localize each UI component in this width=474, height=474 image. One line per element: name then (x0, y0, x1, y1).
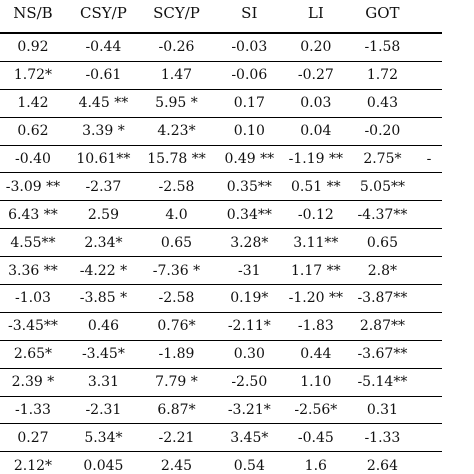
column-header-li-col: LI (283, 0, 349, 33)
table-cell-scy-p-col: 4.23* (137, 117, 216, 145)
table-cell-si-col: 0.49 ** (216, 145, 283, 173)
table-cell-scy-p-col: 1.47 (137, 61, 216, 89)
table-cell-si-col: -3.21* (216, 396, 283, 424)
table-cell-got-col: 2.87** (349, 312, 416, 340)
table-cell-right-edge-col (416, 173, 442, 201)
table-cell-right-edge-col (416, 33, 442, 61)
table-cell-ns-b-col: -3.45** (0, 312, 70, 340)
table-cell-ns-b-col: 1.42 (0, 89, 70, 117)
table-cell-right-edge-col (416, 257, 442, 285)
table-cell-si-col: 0.30 (216, 340, 283, 368)
column-header-scy-p-col: SCY/P (137, 0, 216, 33)
table-cell-csy-p-col: -2.37 (70, 173, 137, 201)
table-header (0, 0, 442, 33)
table-cell-ns-b-col: -3.09 ** (0, 173, 70, 201)
table-cell-right-edge-col (416, 452, 442, 474)
table-cell-got-col: 2.64 (349, 452, 416, 474)
table-cell-csy-p-col: -3.85 * (70, 285, 137, 313)
table-row (0, 173, 442, 201)
table-cell-right-edge-col (416, 117, 442, 145)
table-cell-csy-p-col: -2.31 (70, 396, 137, 424)
table-cell-li-col: 3.11** (283, 229, 349, 257)
table-row (0, 257, 442, 285)
table-cell-csy-p-col: 0.46 (70, 312, 137, 340)
table-cell-got-col: 0.65 (349, 229, 416, 257)
table-cell-scy-p-col: 0.65 (137, 229, 216, 257)
table-cell-si-col: 0.35** (216, 173, 283, 201)
table-cell-scy-p-col: 7.79 * (137, 368, 216, 396)
table-cell-got-col: -0.20 (349, 117, 416, 145)
table-cell-si-col: 3.45* (216, 424, 283, 452)
table-row (0, 424, 442, 452)
table-cell-ns-b-col: 4.55** (0, 229, 70, 257)
table-cell-got-col: -3.87** (349, 285, 416, 313)
table-cell-csy-p-col: 2.34* (70, 229, 137, 257)
table-cell-csy-p-col: 10.61** (70, 145, 137, 173)
column-header-got-col: GOT (349, 0, 416, 33)
table-cell-ns-b-col: 6.43 ** (0, 201, 70, 229)
table-cell-scy-p-col: 5.95 * (137, 89, 216, 117)
table-cell-li-col: -2.56* (283, 396, 349, 424)
table-cell-ns-b-col: -1.03 (0, 285, 70, 313)
table-cell-got-col: 5.05** (349, 173, 416, 201)
table-cell-scy-p-col: -2.58 (137, 285, 216, 313)
table-body (0, 33, 442, 474)
table-cell-scy-p-col: 2.45 (137, 452, 216, 474)
table-cell-si-col: 0.19* (216, 285, 283, 313)
table-cell-csy-p-col: 0.045 (70, 452, 137, 474)
table-row (0, 368, 442, 396)
table-cell-right-edge-col (416, 368, 442, 396)
table-cell-si-col: 0.54 (216, 452, 283, 474)
table-row (0, 89, 442, 117)
table-cell-right-edge-col (416, 396, 442, 424)
table-row (0, 312, 442, 340)
table-cell-scy-p-col: 4.0 (137, 201, 216, 229)
table-cell-ns-b-col: 2.65* (0, 340, 70, 368)
table-cell-csy-p-col: 4.45 ** (70, 89, 137, 117)
table-row (0, 396, 442, 424)
table-cell-got-col: 0.31 (349, 396, 416, 424)
table-cell-got-col: -3.67** (349, 340, 416, 368)
column-header-csy-p-col: CSY/P (70, 0, 137, 33)
table-cell-right-edge-col (416, 61, 442, 89)
table-cell-ns-b-col: 0.62 (0, 117, 70, 145)
table-cell-ns-b-col: -0.40 (0, 145, 70, 173)
table-cell-got-col: 1.72 (349, 61, 416, 89)
column-header-si-col: SI (216, 0, 283, 33)
table-cell-scy-p-col: 15.78 ** (137, 145, 216, 173)
table-cell-li-col: 1.10 (283, 368, 349, 396)
table-row (0, 145, 442, 173)
table-cell-li-col: 1.6 (283, 452, 349, 474)
table-cell-got-col: -4.37** (349, 201, 416, 229)
table-cell-si-col: 3.28* (216, 229, 283, 257)
table-cell-right-edge-col (416, 340, 442, 368)
table-cell-ns-b-col: -1.33 (0, 396, 70, 424)
table-cell-li-col: -1.20 ** (283, 285, 349, 313)
table-cell-li-col: -0.27 (283, 61, 349, 89)
table-cell-right-edge-col (416, 229, 442, 257)
column-header-right-edge-col (416, 0, 442, 33)
table-cell-si-col: -31 (216, 257, 283, 285)
table-cell-li-col: -0.12 (283, 201, 349, 229)
table-cell-right-edge-col: - (416, 145, 442, 173)
table-cell-si-col: 0.10 (216, 117, 283, 145)
table-cell-ns-b-col: 2.12* (0, 452, 70, 474)
table-cell-li-col: 0.20 (283, 33, 349, 61)
table-cell-ns-b-col: 0.92 (0, 33, 70, 61)
table-cell-right-edge-col (416, 424, 442, 452)
table-row (0, 229, 442, 257)
table-cell-scy-p-col: -1.89 (137, 340, 216, 368)
table-cell-csy-p-col: 2.59 (70, 201, 137, 229)
table-cell-li-col: 1.17 ** (283, 257, 349, 285)
table-cell-csy-p-col: -0.44 (70, 33, 137, 61)
table-cell-si-col: -2.11* (216, 312, 283, 340)
table-row (0, 61, 442, 89)
table-cell-got-col: -1.33 (349, 424, 416, 452)
table-cell-scy-p-col: -0.26 (137, 33, 216, 61)
table-cell-li-col: -1.83 (283, 312, 349, 340)
table-cell-li-col: -1.19 ** (283, 145, 349, 173)
table-cell-csy-p-col: -4.22 * (70, 257, 137, 285)
table-cell-li-col: 0.03 (283, 89, 349, 117)
table-cell-got-col: 0.43 (349, 89, 416, 117)
table-cell-ns-b-col: 2.39 * (0, 368, 70, 396)
table-cell-right-edge-col (416, 89, 442, 117)
table-cell-csy-p-col: 5.34* (70, 424, 137, 452)
table-row (0, 452, 442, 474)
table-cell-li-col: 0.51 ** (283, 173, 349, 201)
table-cell-li-col: 0.04 (283, 117, 349, 145)
table-cell-li-col: 0.44 (283, 340, 349, 368)
table-cell-scy-p-col: 0.76* (137, 312, 216, 340)
table-cell-right-edge-col (416, 312, 442, 340)
table-cell-csy-p-col: -3.45* (70, 340, 137, 368)
table-cell-got-col: -1.58 (349, 33, 416, 61)
table-cell-got-col: 2.8* (349, 257, 416, 285)
table-cell-scy-p-col: -2.21 (137, 424, 216, 452)
table-row (0, 340, 442, 368)
table-cell-got-col: -5.14** (349, 368, 416, 396)
table-cell-got-col: 2.75* (349, 145, 416, 173)
table-cell-scy-p-col: -2.58 (137, 173, 216, 201)
table-cell-right-edge-col (416, 285, 442, 313)
table-row (0, 33, 442, 61)
table-cell-si-col: 0.34** (216, 201, 283, 229)
table-cell-csy-p-col: 3.39 * (70, 117, 137, 145)
header-row (0, 0, 442, 33)
table-cell-csy-p-col: 3.31 (70, 368, 137, 396)
table-row (0, 201, 442, 229)
table-cell-right-edge-col (416, 201, 442, 229)
table-cell-ns-b-col: 0.27 (0, 424, 70, 452)
table-cell-scy-p-col: 6.87* (137, 396, 216, 424)
table-cell-li-col: -0.45 (283, 424, 349, 452)
table-cell-ns-b-col: 1.72* (0, 61, 70, 89)
table-cell-csy-p-col: -0.61 (70, 61, 137, 89)
table-cell-ns-b-col: 3.36 ** (0, 257, 70, 285)
table-cell-scy-p-col: -7.36 * (137, 257, 216, 285)
column-header-ns-b-col: NS/B (0, 0, 70, 33)
table-cell-si-col: -0.03 (216, 33, 283, 61)
table-cell-si-col: -0.06 (216, 61, 283, 89)
table-cell-si-col: 0.17 (216, 89, 283, 117)
table-row (0, 285, 442, 313)
table-cell-si-col: -2.50 (216, 368, 283, 396)
table-row (0, 117, 442, 145)
